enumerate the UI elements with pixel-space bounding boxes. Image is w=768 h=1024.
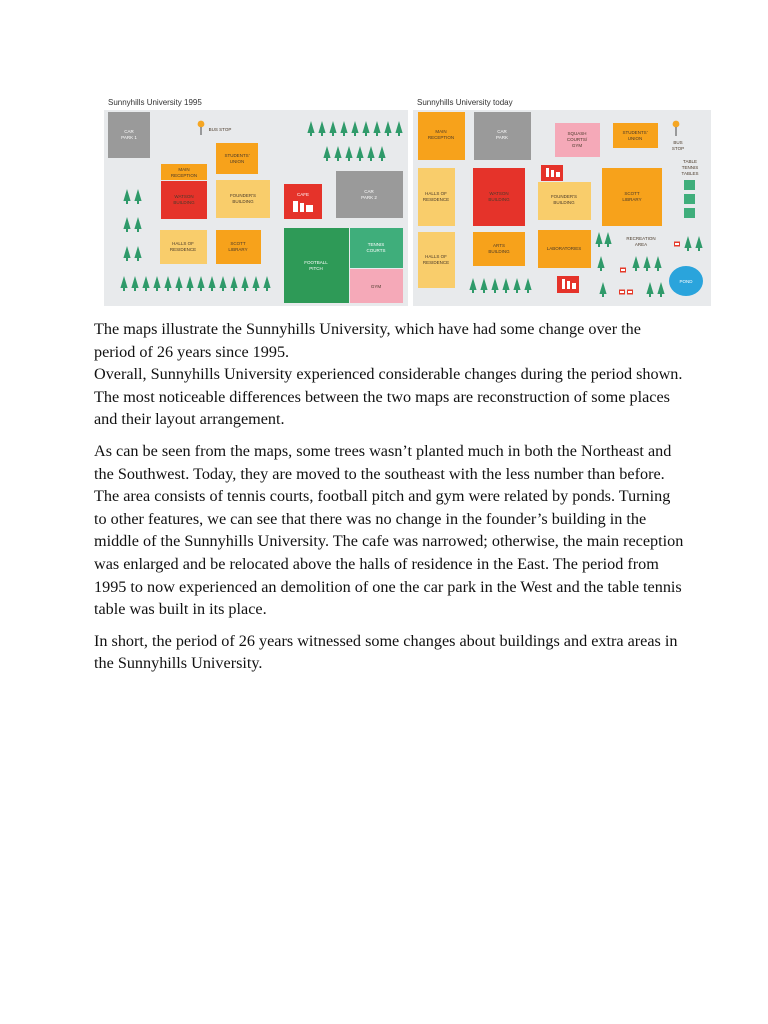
squash-courts-gym <box>555 123 600 157</box>
arts-building <box>473 232 525 266</box>
svg-text:BUS: BUS <box>673 140 683 145</box>
map-1995 <box>94 92 410 306</box>
svg-text:AREA: AREA <box>634 242 648 247</box>
svg-text:POND: POND <box>679 279 693 284</box>
car-park-2 <box>336 171 403 218</box>
svg-text:WATSON: WATSON <box>489 191 509 196</box>
laboratories <box>538 230 591 268</box>
svg-text:PARK 1: PARK 1 <box>121 135 137 140</box>
svg-text:MAIN: MAIN <box>178 167 190 172</box>
svg-text:BUS STOP: BUS STOP <box>208 127 232 132</box>
svg-text:TABLE: TABLE <box>683 159 697 164</box>
cafe-small-today <box>557 276 579 293</box>
svg-text:SCOTT: SCOTT <box>624 191 640 196</box>
svg-text:COURTS: COURTS <box>366 248 386 253</box>
svg-text:CAR: CAR <box>124 129 134 134</box>
essay-paragraph-conclusion: In short, the period of 26 years witnessed some changes about buildings and extra areas in the Sunnyhills University. <box>94 631 678 673</box>
svg-text:UNION: UNION <box>229 159 245 164</box>
svg-text:GYM: GYM <box>370 284 382 289</box>
car-park-today <box>474 112 531 160</box>
svg-text:GYM: GYM <box>571 143 583 148</box>
halls-of-residence-north <box>418 168 455 226</box>
svg-text:WATSON: WATSON <box>174 194 194 199</box>
football-pitch <box>284 228 349 303</box>
essay-paragraph-body: As can be seen from the maps, some trees wasn’t planted much in both the Northeast and the Southwest. Today, they are moved to the southeast with the less number than before. The area consists of tennis courts, football pitch and gym were related by ponds. Turning to other features, we can see that there was no change in the founder’s building in the middle of the Sunnyhills University. The cafe was narrowed; otherwise, the main reception was enlarged and be relocated above the halls of residence in the East. The period from 1995 to now experienced an demolition of one the car park in the West and the table tennis table was built in its place. <box>94 441 684 619</box>
university-maps-figure <box>0 0 768 310</box>
svg-text:TENNIS: TENNIS <box>681 165 699 170</box>
car-park-1 <box>108 112 150 158</box>
svg-text:TABLES: TABLES <box>681 171 699 176</box>
svg-text:BUILDING: BUILDING <box>553 200 575 205</box>
essay-paragraph-intro <box>94 318 684 431</box>
essay <box>94 318 684 684</box>
svg-text:PARK: PARK <box>496 135 508 140</box>
scott-library-1995 <box>216 230 261 264</box>
map-today-title: Sunnyhills University today <box>417 98 513 107</box>
tennis-courts <box>350 228 403 268</box>
svg-text:CAR: CAR <box>364 189 374 194</box>
svg-text:LIBRARY: LIBRARY <box>622 197 642 202</box>
svg-text:RESIDENCE: RESIDENCE <box>422 260 450 265</box>
svg-text:RECEPTION: RECEPTION <box>170 173 198 178</box>
gym-1995 <box>350 269 403 303</box>
svg-text:HALLS OF: HALLS OF <box>425 191 447 196</box>
cafe-today <box>541 165 563 181</box>
svg-text:HALLS OF: HALLS OF <box>425 254 447 259</box>
svg-text:LABORATORIES: LABORATORIES <box>546 246 582 251</box>
svg-text:SQUASH: SQUASH <box>567 131 587 136</box>
svg-text:BUILDING: BUILDING <box>173 200 195 205</box>
svg-text:STUDENTS': STUDENTS' <box>622 130 648 135</box>
svg-text:COURTS/: COURTS/ <box>566 137 588 142</box>
main-reception-1995 <box>161 164 207 180</box>
svg-text:RECEPTION: RECEPTION <box>427 135 455 140</box>
svg-text:TENNIS: TENNIS <box>367 242 385 247</box>
halls-of-residence-south <box>418 232 455 288</box>
main-reception-today <box>418 112 465 160</box>
svg-text:PITCH: PITCH <box>309 266 323 271</box>
svg-text:HALLS OF: HALLS OF <box>172 241 194 246</box>
cafe-1995 <box>284 184 322 219</box>
svg-text:CAFE: CAFE <box>296 192 310 197</box>
essay-overview-sentence: Overall, Sunnyhills University experienced considerable changes during the period shown. The most noticeable differences between the two maps are reconstruction of some places and their layout arrangement. <box>94 365 683 429</box>
map-1995-title: Sunnyhills University 1995 <box>108 98 202 107</box>
svg-text:BUILDING: BUILDING <box>232 199 254 204</box>
founders-building-1995 <box>216 180 270 218</box>
svg-text:FOUNDER'S: FOUNDER'S <box>550 194 578 199</box>
svg-text:FOUNDER'S: FOUNDER'S <box>229 193 257 198</box>
founders-building-today <box>538 182 591 220</box>
svg-text:LIBRARY: LIBRARY <box>228 247 248 252</box>
svg-text:UNION: UNION <box>627 136 643 141</box>
svg-text:BUILDING: BUILDING <box>488 249 510 254</box>
svg-text:SCOTT: SCOTT <box>230 241 246 246</box>
svg-text:MAIN: MAIN <box>435 129 447 134</box>
svg-text:RECREATION: RECREATION <box>626 236 656 241</box>
svg-text:RESIDENCE: RESIDENCE <box>169 247 197 252</box>
halls-of-residence-1995 <box>160 230 207 264</box>
svg-text:FOOTBALL: FOOTBALL <box>304 260 328 265</box>
students-union-1995 <box>216 143 258 174</box>
map-today <box>410 92 712 306</box>
essay-intro-sentence: The maps illustrate the Sunnyhills University, which have had some change over the period of 26 years since 1995. <box>94 320 641 361</box>
svg-text:STOP: STOP <box>671 146 685 151</box>
svg-text:STUDENTS': STUDENTS' <box>224 153 250 158</box>
svg-text:ARTS: ARTS <box>493 243 505 248</box>
pond <box>669 266 703 296</box>
scott-library-today <box>602 168 662 226</box>
svg-text:RESIDENCE: RESIDENCE <box>422 197 450 202</box>
watson-building-1995 <box>161 181 207 219</box>
watson-building-today <box>473 168 525 226</box>
svg-text:CAR: CAR <box>497 129 507 134</box>
svg-text:PARK 2: PARK 2 <box>361 195 377 200</box>
svg-text:BUILDING: BUILDING <box>488 197 510 202</box>
students-union-today <box>613 123 658 148</box>
